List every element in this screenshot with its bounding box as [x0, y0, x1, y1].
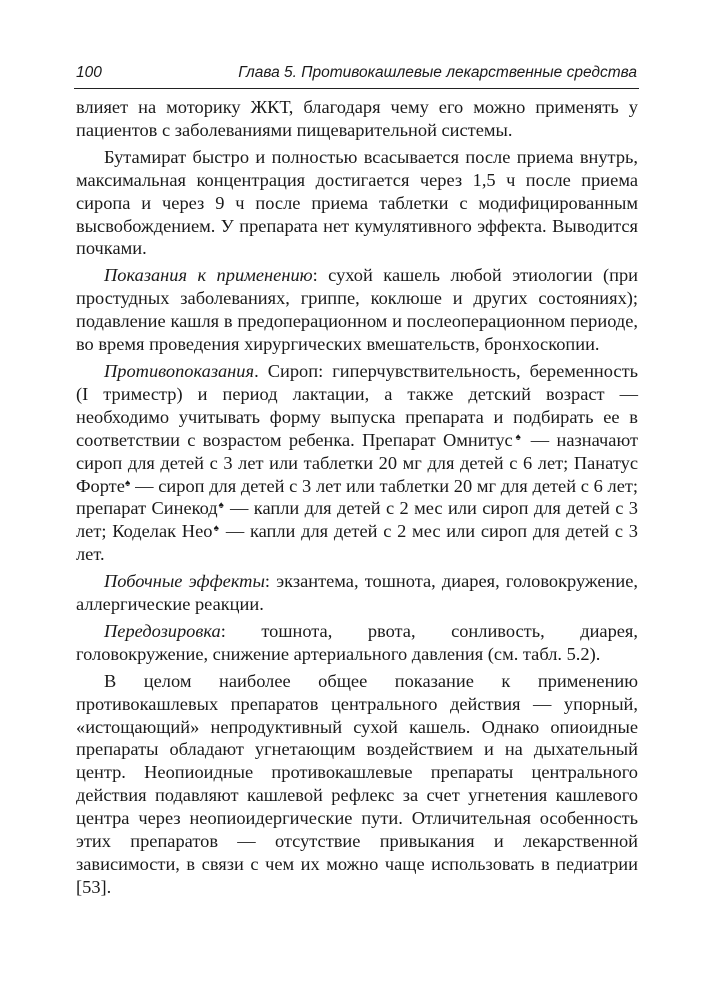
- indications-text: : сухой кашель любой этиологии (при простудных заболеваниях, гриппе, коклюше и других состояниях); подавление кашля в предоперационном и послеоперационном периоде, во время проведения хирургических вмешательств, бронхоскопии.: [76, 265, 638, 355]
- indications-term: Показания к применению: [104, 265, 313, 286]
- contraindications-text-d: — капли для детей с 2 мес или сироп для детей с 3 лет; Коделак Нео: [76, 498, 638, 542]
- brand-mark: ♠: [212, 523, 221, 535]
- body-text: [76, 96, 638, 903]
- paragraph-side-effects: [76, 570, 638, 616]
- paragraph-contraindications: [76, 360, 638, 566]
- contraindications-term: Противопоказания: [104, 360, 255, 381]
- brand-mark: ♠: [124, 477, 131, 489]
- overdose-term: Передозировка: [104, 620, 221, 641]
- brand-mark: ♠: [512, 431, 524, 443]
- chapter-title: Глава 5. Противокашлевые лекарственные средства: [238, 64, 637, 81]
- paragraph-continuation: влияет на моторику ЖКТ, благодаря чему его можно применять у пациентов с заболеваниями пищеварительной системы.: [76, 97, 638, 140]
- brand-mark: ♠: [217, 500, 225, 512]
- contraindications-text-a: . Сироп: гиперчувствительность, беременность (I триместр) и период лактации, а также детский возраст — необходимо учитывать форму выпуска препарата и подбирать ее в соответствии с возрастом ребенка. Препарат Омнитус: [76, 360, 638, 450]
- side-effects-term: Побочные эффекты: [104, 571, 265, 592]
- paragraph-indications: [76, 264, 638, 356]
- running-header: [74, 58, 639, 89]
- paragraph-pharmacokinetics: Бутамират быстро и полностью всасывается после приема внутрь, максимальная концентрация достигается через 1,5 ч после приема сиропа и через 9 ч после приема таблетки с модифицированным высвобождением. У препарата нет кумулятивного эффекта. Выводится почками.: [76, 146, 638, 259]
- paragraph-overdose: [76, 620, 638, 666]
- contraindications-text-c: — сироп для детей с 3 лет или таблетки 20 мг для детей с 6 лет; препарат Синекод: [76, 475, 639, 519]
- overdose-text: : тошнота, рвота, сонливость, диарея, головокружение, снижение артериального давления (см. табл. 5.2).: [76, 620, 638, 664]
- side-effects-text: : экзантема, тошнота, диарея, головокружение, аллергические реакции.: [76, 571, 638, 615]
- contraindications-text-b: — назначают сироп для детей с 3 лет или таблетки 20 мг для детей с 6 лет; Панатус Форте: [76, 429, 639, 496]
- paragraph-summary: В целом наиболее общее показание к применению противокашлевых препаратов центрального действия — упорный, «истощающий» непродуктивный сухой кашель. Однако опиоидные препараты обладают угнетающим воздействием и на дыхательный центр. Неопиоидные противокашлевые препараты центрального действия подавляют кашлевой рефлекс за счет угнетения кашлевого центра через неопиоидергические пути. Отличительная особенность этих препаратов — отсутствие привыкания и лекарственной зависимости, в связи с чем их можно чаще использовать в педиатрии [53].: [76, 670, 638, 897]
- contraindications-text-e: — капли для детей с 2 мес или сироп для детей с 3 лет.: [76, 521, 638, 565]
- page-number: 100: [76, 64, 102, 81]
